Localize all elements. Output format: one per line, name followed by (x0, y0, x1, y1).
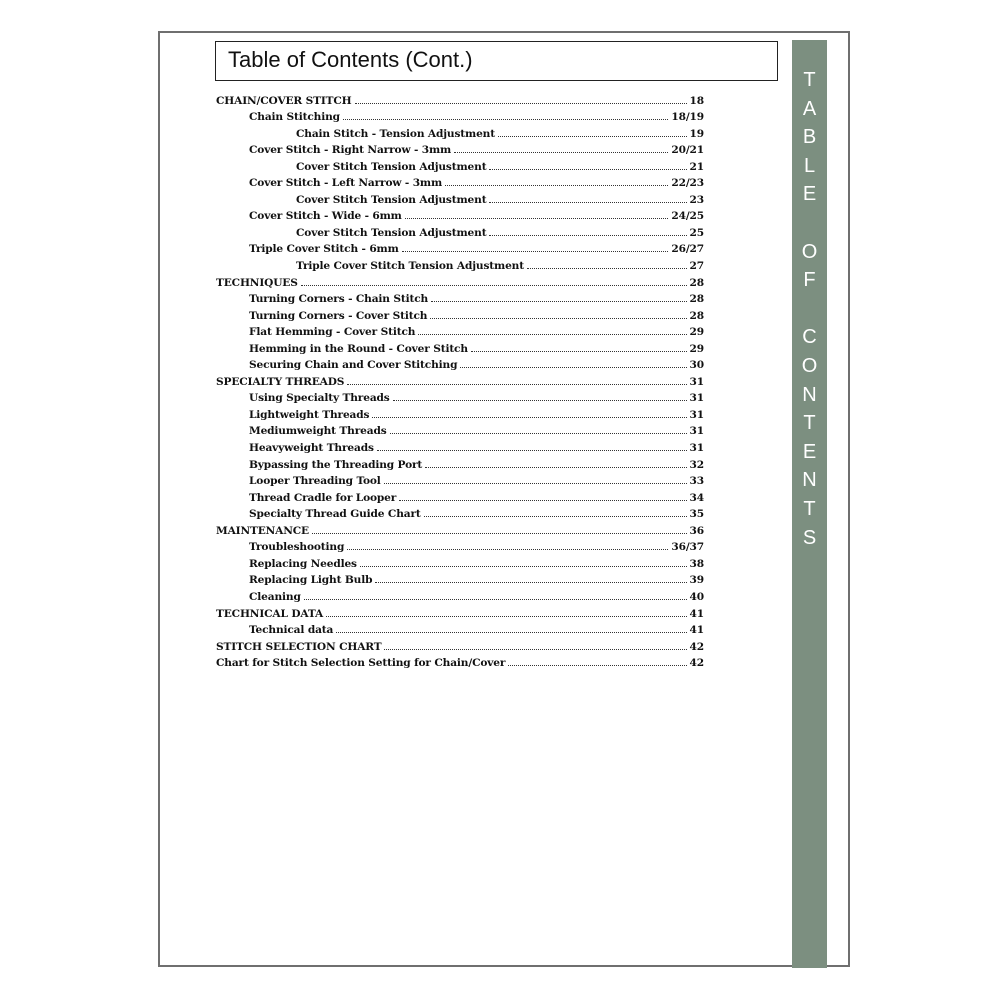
toc-entry-label: Specialty Thread Guide Chart (249, 508, 421, 521)
toc-subentry (216, 338, 704, 355)
dot-leader (347, 549, 668, 550)
toc-entry-label: Using Specialty Threads (249, 392, 390, 405)
toc-subentry (216, 570, 704, 587)
side-tab-letter: T (803, 412, 816, 435)
toc-entry-label: Looper Threading Tool (249, 475, 381, 488)
dot-leader (301, 285, 687, 286)
toc-entry-label: STITCH SELECTION CHART (216, 640, 382, 653)
toc-entry-label: Turning Corners - Cover Stitch (249, 309, 428, 322)
toc-entry-page: 27 (689, 260, 704, 273)
toc-entry-page: 28 (689, 309, 704, 322)
toc-entry-label: Mediumweight Threads (249, 425, 387, 438)
toc-entry-page: 41 (689, 624, 704, 637)
toc-entry-page: 39 (689, 574, 704, 587)
toc-section-entry (216, 603, 704, 620)
dot-leader (304, 599, 687, 600)
dot-leader (527, 268, 687, 269)
dot-leader (393, 400, 687, 401)
toc-entry-page: 31 (689, 425, 704, 438)
toc-subentry (216, 504, 704, 521)
toc-subentry (216, 421, 704, 438)
toc-entry-label: Chart for Stitch Selection Setting for Chain/Cover (216, 657, 506, 670)
dot-leader (326, 616, 686, 617)
toc-entry-page: 32 (689, 458, 704, 471)
toc-entry-label: SPECIALTY THREADS (216, 375, 345, 388)
toc-entry-page: 18/19 (671, 111, 704, 124)
toc-section-entry (216, 636, 704, 653)
toc-entry-label: Cover Stitch Tension Adjustment (296, 160, 487, 173)
toc-section-entry (216, 272, 704, 289)
toc-subentry (216, 123, 704, 140)
dot-leader (445, 185, 668, 186)
toc-entry-page: 30 (689, 359, 704, 372)
dot-leader (425, 467, 686, 468)
toc-subentry (216, 189, 704, 206)
side-tab-letter: L (803, 154, 816, 177)
toc-entry-label: Cover Stitch - Left Narrow - 3mm (249, 177, 443, 190)
page-title: Table of Contents (Cont.) (228, 47, 473, 72)
toc-entry-page: 42 (689, 657, 704, 670)
toc-entry-page: 36 (689, 524, 704, 537)
toc-subentry (216, 222, 704, 239)
side-tab-letter: F (803, 269, 816, 292)
toc-list (216, 90, 704, 669)
toc-entry-label: Cover Stitch - Right Narrow - 3mm (249, 144, 452, 157)
toc-entry-page: 33 (689, 475, 704, 488)
dot-leader (384, 483, 687, 484)
toc-entry-page: 35 (689, 508, 704, 521)
toc-entry-page: 26/27 (671, 243, 704, 256)
toc-subentry (216, 487, 704, 504)
toc-subentry (216, 173, 704, 190)
side-tab-letter: T (803, 497, 816, 520)
toc-entry-label: Cover Stitch - Wide - 6mm (249, 210, 402, 223)
toc-entry-label: Triple Cover Stitch Tension Adjustment (296, 260, 524, 273)
toc-subentry (216, 322, 704, 339)
toc-entry-label: Cover Stitch Tension Adjustment (296, 226, 487, 239)
dot-leader (454, 152, 668, 153)
toc-entry-page: 23 (689, 193, 704, 206)
toc-entry-label: Cover Stitch Tension Adjustment (296, 193, 487, 206)
toc-entry-label: Triple Cover Stitch - 6mm (249, 243, 399, 256)
dot-leader (347, 384, 686, 385)
toc-entry-label: TECHNICAL DATA (216, 607, 324, 620)
toc-section-entry (216, 371, 704, 388)
side-tab (792, 40, 827, 968)
toc-entry-page: 40 (689, 590, 704, 603)
dot-leader (384, 649, 686, 650)
toc-entry-page: 29 (689, 326, 704, 339)
toc-subentry (216, 537, 704, 554)
side-tab-letter: T (803, 69, 816, 91)
dot-leader (399, 500, 686, 501)
toc-entry-page: 31 (689, 392, 704, 405)
side-tab-label (792, 66, 827, 552)
toc-entry-label: Heavyweight Threads (249, 442, 374, 455)
dot-leader (375, 582, 686, 583)
toc-entry-label: MAINTENANCE (216, 524, 309, 537)
toc-entry-page: 34 (689, 491, 704, 504)
toc-entry-page: 24/25 (671, 210, 704, 223)
dot-leader (508, 665, 686, 666)
toc-entry-page: 38 (689, 557, 704, 570)
toc-entry-page: 22/23 (671, 177, 704, 190)
side-tab-letter: N (802, 383, 817, 406)
dot-leader (405, 218, 669, 219)
toc-entry-label: Turning Corners - Chain Stitch (249, 293, 429, 306)
toc-entry-page: 21 (689, 160, 704, 173)
title-box (215, 41, 778, 81)
side-tab-letter: N (802, 469, 817, 492)
side-tab-letter: E (802, 183, 817, 206)
toc-entry-page: 31 (689, 442, 704, 455)
side-tab-letter: B (802, 126, 817, 149)
side-tab-letter: C (802, 326, 817, 349)
toc-entry-label: Flat Hemming - Cover Stitch (249, 326, 416, 339)
dot-leader (343, 119, 668, 120)
dot-leader (402, 251, 669, 252)
toc-subentry (216, 586, 704, 603)
side-tab-letter: S (802, 526, 817, 549)
dot-leader (489, 202, 686, 203)
toc-section-entry (216, 653, 704, 670)
dot-leader (336, 632, 686, 633)
toc-entry-page: 28 (689, 276, 704, 289)
dot-leader (424, 516, 687, 517)
toc-entry-label: Cleaning (249, 590, 301, 603)
toc-subentry (216, 107, 704, 124)
dot-leader (471, 351, 687, 352)
toc-subentry (216, 206, 704, 223)
toc-subentry (216, 620, 704, 637)
toc-entry-label: Securing Chain and Cover Stitching (249, 359, 458, 372)
toc-subentry (216, 355, 704, 372)
toc-entry-label: Lightweight Threads (249, 408, 370, 421)
toc-subentry (216, 471, 704, 488)
toc-entry-page: 25 (689, 226, 704, 239)
dot-leader (312, 533, 687, 534)
toc-entry-label: Thread Cradle for Looper (249, 491, 397, 504)
toc-entry-page: 31 (689, 375, 704, 388)
dot-leader (498, 136, 687, 137)
side-tab-letter: E (802, 440, 817, 463)
toc-section-entry (216, 520, 704, 537)
toc-subentry (216, 404, 704, 421)
toc-entry-page: 28 (689, 293, 704, 306)
toc-entry-label: Replacing Needles (249, 557, 357, 570)
dot-leader (418, 334, 686, 335)
dot-leader (431, 301, 686, 302)
toc-entry-page: 42 (689, 640, 704, 653)
toc-entry-label: TECHNIQUES (216, 276, 298, 289)
toc-entry-label: Replacing Light Bulb (249, 574, 373, 587)
side-tab-letter: O (801, 354, 818, 377)
toc-subentry (216, 140, 704, 157)
toc-entry-label: Troubleshooting (249, 541, 345, 554)
toc-subentry (216, 255, 704, 272)
toc-subentry (216, 454, 704, 471)
dot-leader (489, 235, 686, 236)
toc-entry-page: 29 (689, 342, 704, 355)
toc-subentry (216, 305, 704, 322)
dot-leader (489, 169, 686, 170)
toc-entry-page: 41 (689, 607, 704, 620)
toc-entry-page: 19 (689, 127, 704, 140)
dot-leader (355, 103, 687, 104)
toc-entry-label: Chain Stitching (249, 111, 340, 124)
toc-entry-label: Chain Stitch - Tension Adjustment (296, 127, 495, 140)
side-tab-letter: A (802, 97, 817, 120)
toc-subentry (216, 239, 704, 256)
toc-entry-label: Hemming in the Round - Cover Stitch (249, 342, 468, 355)
toc-subentry (216, 289, 704, 306)
side-tab-letter: O (801, 240, 818, 263)
toc-entry-label: Technical data (249, 624, 334, 637)
dot-leader (390, 433, 687, 434)
toc-subentry (216, 553, 704, 570)
toc-entry-page: 36/37 (671, 541, 704, 554)
dot-leader (372, 417, 686, 418)
toc-entry-page: 20/21 (671, 144, 704, 157)
toc-section-entry (216, 90, 704, 107)
toc-subentry (216, 156, 704, 173)
dot-leader (360, 566, 687, 567)
dot-leader (430, 318, 686, 319)
toc-entry-page: 31 (689, 408, 704, 421)
dot-leader (460, 367, 686, 368)
toc-subentry (216, 388, 704, 405)
toc-entry-page: 18 (689, 94, 704, 107)
toc-entry-label: Bypassing the Threading Port (249, 458, 423, 471)
dot-leader (377, 450, 687, 451)
toc-entry-label: CHAIN/COVER STITCH (216, 94, 352, 107)
toc-subentry (216, 437, 704, 454)
